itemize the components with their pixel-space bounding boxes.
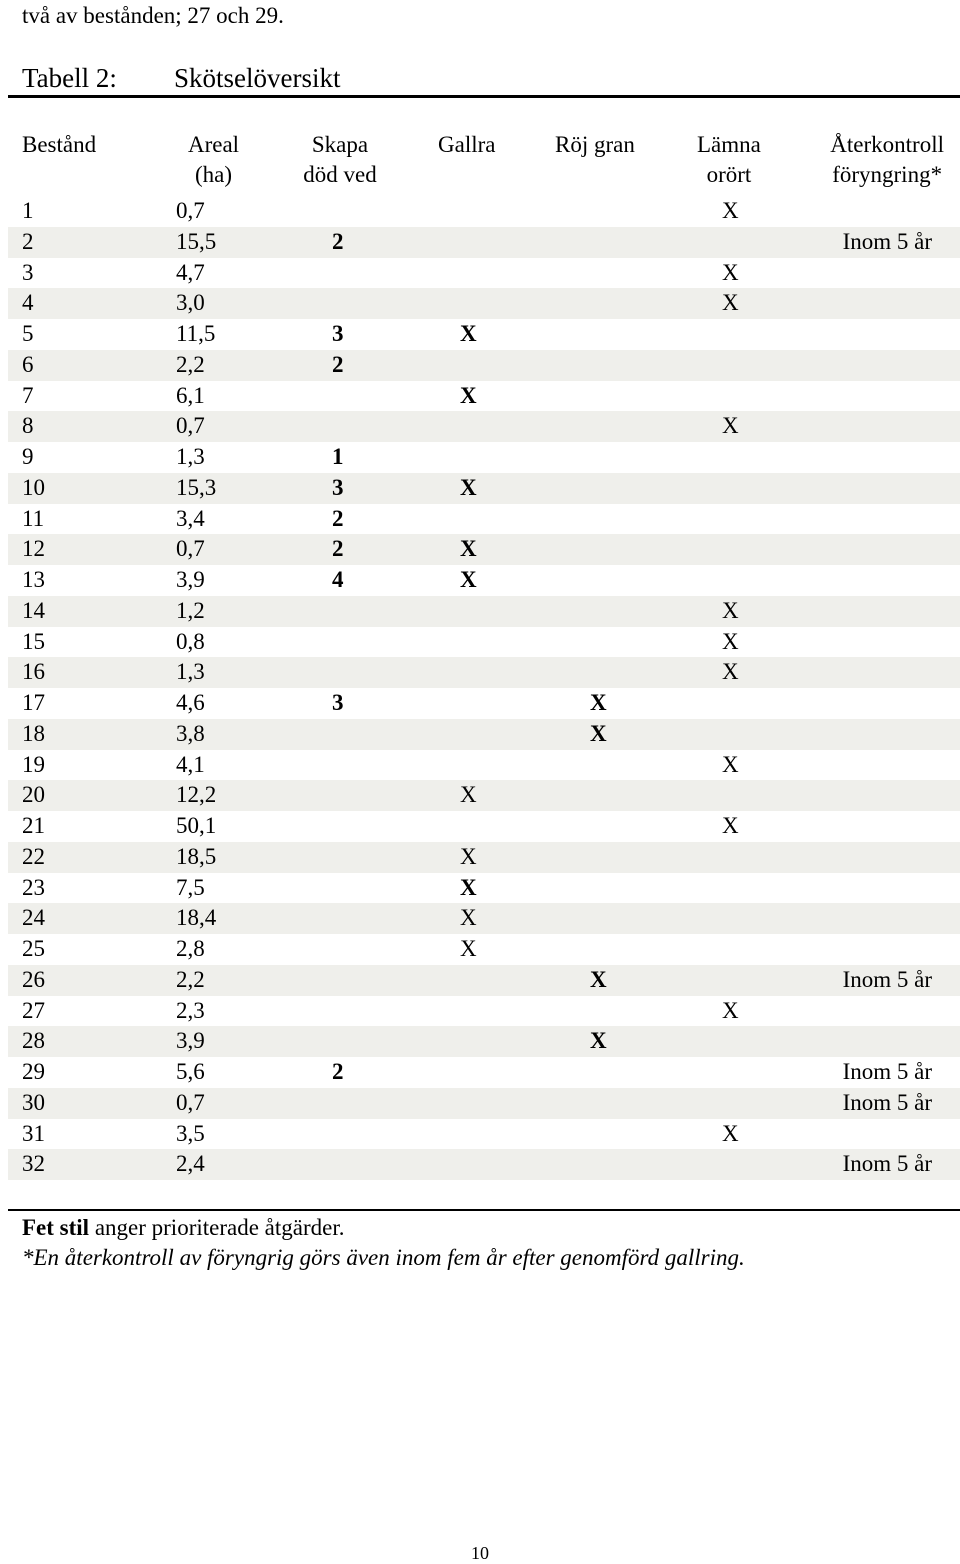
cell-bestand: 2 xyxy=(22,228,34,254)
table-row xyxy=(8,657,960,688)
header-aterkontroll xyxy=(830,130,944,190)
cell-roj: X xyxy=(590,690,607,715)
table-caption xyxy=(22,62,341,94)
header-ater-line2: föryngring* xyxy=(832,162,943,187)
cell-areal: 1,3 xyxy=(176,444,205,469)
cell-bestand: 11 xyxy=(22,505,45,531)
cell-lamna: X xyxy=(722,413,739,439)
table-row xyxy=(8,196,960,227)
cell-ater: Inom 5 år xyxy=(842,1089,932,1115)
cell-areal: 0,7 xyxy=(176,536,205,562)
table-row xyxy=(8,719,960,750)
cell-gallra: X xyxy=(460,382,477,408)
cell-bestand: 10 xyxy=(22,474,45,500)
header-areal-line2: (ha) xyxy=(195,162,233,187)
cell-lamna: X xyxy=(722,290,739,316)
table-row xyxy=(8,227,960,258)
table-row xyxy=(8,288,960,319)
table-row xyxy=(8,688,960,719)
cell-areal: 11,5 xyxy=(176,321,216,346)
table-row xyxy=(8,965,960,996)
header-gallra: Gallra xyxy=(438,132,496,157)
cell-areal: 4,6 xyxy=(176,690,205,715)
table-row xyxy=(8,504,960,535)
cell-bestand: 30 xyxy=(22,1089,45,1115)
cell-lamna: X xyxy=(722,259,739,285)
table-row xyxy=(8,350,960,381)
cell-bestand: 22 xyxy=(22,843,45,869)
cell-areal: 50,1 xyxy=(176,813,217,838)
table-row xyxy=(8,811,960,842)
cell-areal: 2,2 xyxy=(176,966,205,992)
cell-areal: 4,1 xyxy=(176,751,205,777)
cell-bestand: 3 xyxy=(22,259,34,285)
cell-ater: Inom 5 år xyxy=(842,1059,932,1084)
footer-rule xyxy=(8,1209,960,1211)
cell-bestand: 5 xyxy=(22,321,34,346)
cell-skapa: 4 xyxy=(332,567,344,592)
cell-bestand: 27 xyxy=(22,997,45,1023)
table-row xyxy=(8,534,960,565)
cell-areal: 18,5 xyxy=(176,843,217,869)
header-areal-line1: Areal xyxy=(188,132,240,157)
cell-gallra: X xyxy=(460,782,477,808)
table-row xyxy=(8,473,960,504)
header-bestand: Bestånd xyxy=(22,132,97,157)
table-row xyxy=(8,873,960,904)
cell-bestand: 8 xyxy=(22,413,34,439)
table-row xyxy=(8,627,960,658)
table-row xyxy=(8,596,960,627)
cell-skapa: 3 xyxy=(332,321,344,346)
table-row xyxy=(8,411,960,442)
table-row xyxy=(8,1057,960,1088)
header-lamna-line2: orört xyxy=(706,162,752,187)
intro-text: två av bestånden; 27 och 29. xyxy=(22,3,284,28)
cell-areal: 3,8 xyxy=(176,720,205,746)
page-number: 10 xyxy=(471,1543,489,1563)
cell-areal: 7,5 xyxy=(176,874,205,900)
cell-areal: 3,5 xyxy=(176,1120,205,1146)
cell-bestand: 4 xyxy=(22,290,34,316)
cell-areal: 18,4 xyxy=(176,905,217,931)
cell-gallra: X xyxy=(460,874,477,900)
table-row xyxy=(8,258,960,289)
table-header xyxy=(0,130,960,194)
cell-gallra: X xyxy=(460,474,477,500)
table-row xyxy=(8,319,960,350)
cell-gallra: X xyxy=(460,567,477,592)
cell-roj: X xyxy=(590,720,607,746)
table-row xyxy=(8,1119,960,1150)
cell-areal: 0,7 xyxy=(176,198,205,223)
header-skapa-line2: död ved xyxy=(303,162,377,187)
cell-bestand: 21 xyxy=(22,813,45,838)
cell-gallra: X xyxy=(460,905,477,931)
table-row xyxy=(8,780,960,811)
cell-bestand: 6 xyxy=(22,351,34,377)
cell-areal: 0,8 xyxy=(176,628,205,654)
cell-lamna: X xyxy=(722,1120,739,1146)
cell-skapa: 2 xyxy=(332,1059,344,1084)
cell-skapa: 2 xyxy=(332,536,344,562)
table-title: Skötselöversikt xyxy=(174,63,341,93)
table-label: Tabell 2: xyxy=(22,63,117,93)
table-row xyxy=(8,381,960,412)
table-row xyxy=(8,565,960,596)
cell-areal: 2,3 xyxy=(176,997,205,1023)
note-priority xyxy=(22,1213,344,1243)
cell-areal: 2,4 xyxy=(176,1151,205,1177)
cell-lamna: X xyxy=(722,751,739,777)
cell-gallra: X xyxy=(460,321,477,346)
cell-roj: X xyxy=(590,1028,607,1054)
cell-areal: 2,2 xyxy=(176,351,205,377)
cell-bestand: 14 xyxy=(22,597,45,623)
table-row xyxy=(8,934,960,965)
cell-bestand: 1 xyxy=(22,198,34,223)
cell-areal: 3,9 xyxy=(176,1028,205,1054)
cell-bestand: 26 xyxy=(22,966,45,992)
cell-areal: 0,7 xyxy=(176,1089,205,1115)
note-line1-rest: anger prioriterade åtgärder. xyxy=(89,1215,345,1240)
cell-areal: 5,6 xyxy=(176,1059,205,1084)
cell-skapa: 3 xyxy=(332,690,344,715)
note-aterkontroll: *En återkontroll av föryngrig görs även inom fem år efter genomförd gallring. xyxy=(22,1245,745,1270)
cell-bestand: 20 xyxy=(22,782,45,808)
cell-ater: Inom 5 år xyxy=(842,1151,932,1177)
cell-skapa: 2 xyxy=(332,351,344,377)
note-bold-part: Fet stil xyxy=(22,1215,90,1240)
cell-areal: 1,2 xyxy=(176,597,205,623)
cell-areal: 4,7 xyxy=(176,259,205,285)
table-row xyxy=(8,1088,960,1119)
cell-skapa: 2 xyxy=(332,505,344,531)
cell-lamna: X xyxy=(722,813,739,838)
cell-bestand: 12 xyxy=(22,536,45,562)
table-body xyxy=(8,196,960,1180)
cell-areal: 2,8 xyxy=(176,936,205,961)
cell-bestand: 9 xyxy=(22,444,34,469)
header-lamna xyxy=(697,130,761,190)
cell-bestand: 13 xyxy=(22,567,45,592)
cell-bestand: 29 xyxy=(22,1059,45,1084)
cell-bestand: 17 xyxy=(22,690,45,715)
cell-lamna: X xyxy=(722,628,739,654)
cell-skapa: 2 xyxy=(332,228,344,254)
cell-areal: 3,4 xyxy=(176,505,205,531)
header-skapa-line1: Skapa xyxy=(311,132,369,157)
cell-gallra: X xyxy=(460,536,477,562)
cell-bestand: 23 xyxy=(22,874,45,900)
cell-ater: Inom 5 år xyxy=(842,228,932,254)
cell-bestand: 24 xyxy=(22,905,45,931)
cell-gallra: X xyxy=(460,936,477,961)
cell-gallra: X xyxy=(460,843,477,869)
header-ater-line1: Återkontroll xyxy=(830,132,944,157)
cell-areal: 15,5 xyxy=(176,228,217,254)
cell-areal: 3,9 xyxy=(176,567,205,592)
cell-areal: 15,3 xyxy=(176,474,217,500)
table-row xyxy=(8,750,960,781)
cell-bestand: 16 xyxy=(22,659,45,685)
cell-lamna: X xyxy=(722,198,739,223)
cell-areal: 6,1 xyxy=(176,382,205,408)
caption-rule xyxy=(8,95,960,98)
cell-areal: 0,7 xyxy=(176,413,205,439)
cell-bestand: 18 xyxy=(22,720,45,746)
header-skapa xyxy=(298,130,382,190)
header-areal xyxy=(188,130,239,190)
cell-bestand: 28 xyxy=(22,1028,45,1054)
cell-areal: 1,3 xyxy=(176,659,205,685)
cell-ater: Inom 5 år xyxy=(842,966,932,992)
cell-skapa: 1 xyxy=(332,444,344,469)
cell-bestand: 32 xyxy=(22,1151,45,1177)
cell-bestand: 15 xyxy=(22,628,45,654)
cell-lamna: X xyxy=(722,659,739,685)
table-row xyxy=(8,1026,960,1057)
table-row xyxy=(8,903,960,934)
header-lamna-line1: Lämna xyxy=(697,132,761,157)
cell-lamna: X xyxy=(722,597,739,623)
cell-skapa: 3 xyxy=(332,474,344,500)
cell-roj: X xyxy=(590,966,607,992)
cell-bestand: 31 xyxy=(22,1120,45,1146)
cell-bestand: 19 xyxy=(22,751,45,777)
cell-areal: 12,2 xyxy=(176,782,217,808)
header-roj-gran: Röj gran xyxy=(555,132,635,157)
table-row xyxy=(8,442,960,473)
cell-bestand: 25 xyxy=(22,936,45,961)
table-row xyxy=(8,996,960,1027)
cell-bestand: 7 xyxy=(22,382,34,408)
table-row xyxy=(8,842,960,873)
cell-lamna: X xyxy=(722,997,739,1023)
table-row xyxy=(8,1149,960,1180)
cell-areal: 3,0 xyxy=(176,290,205,316)
